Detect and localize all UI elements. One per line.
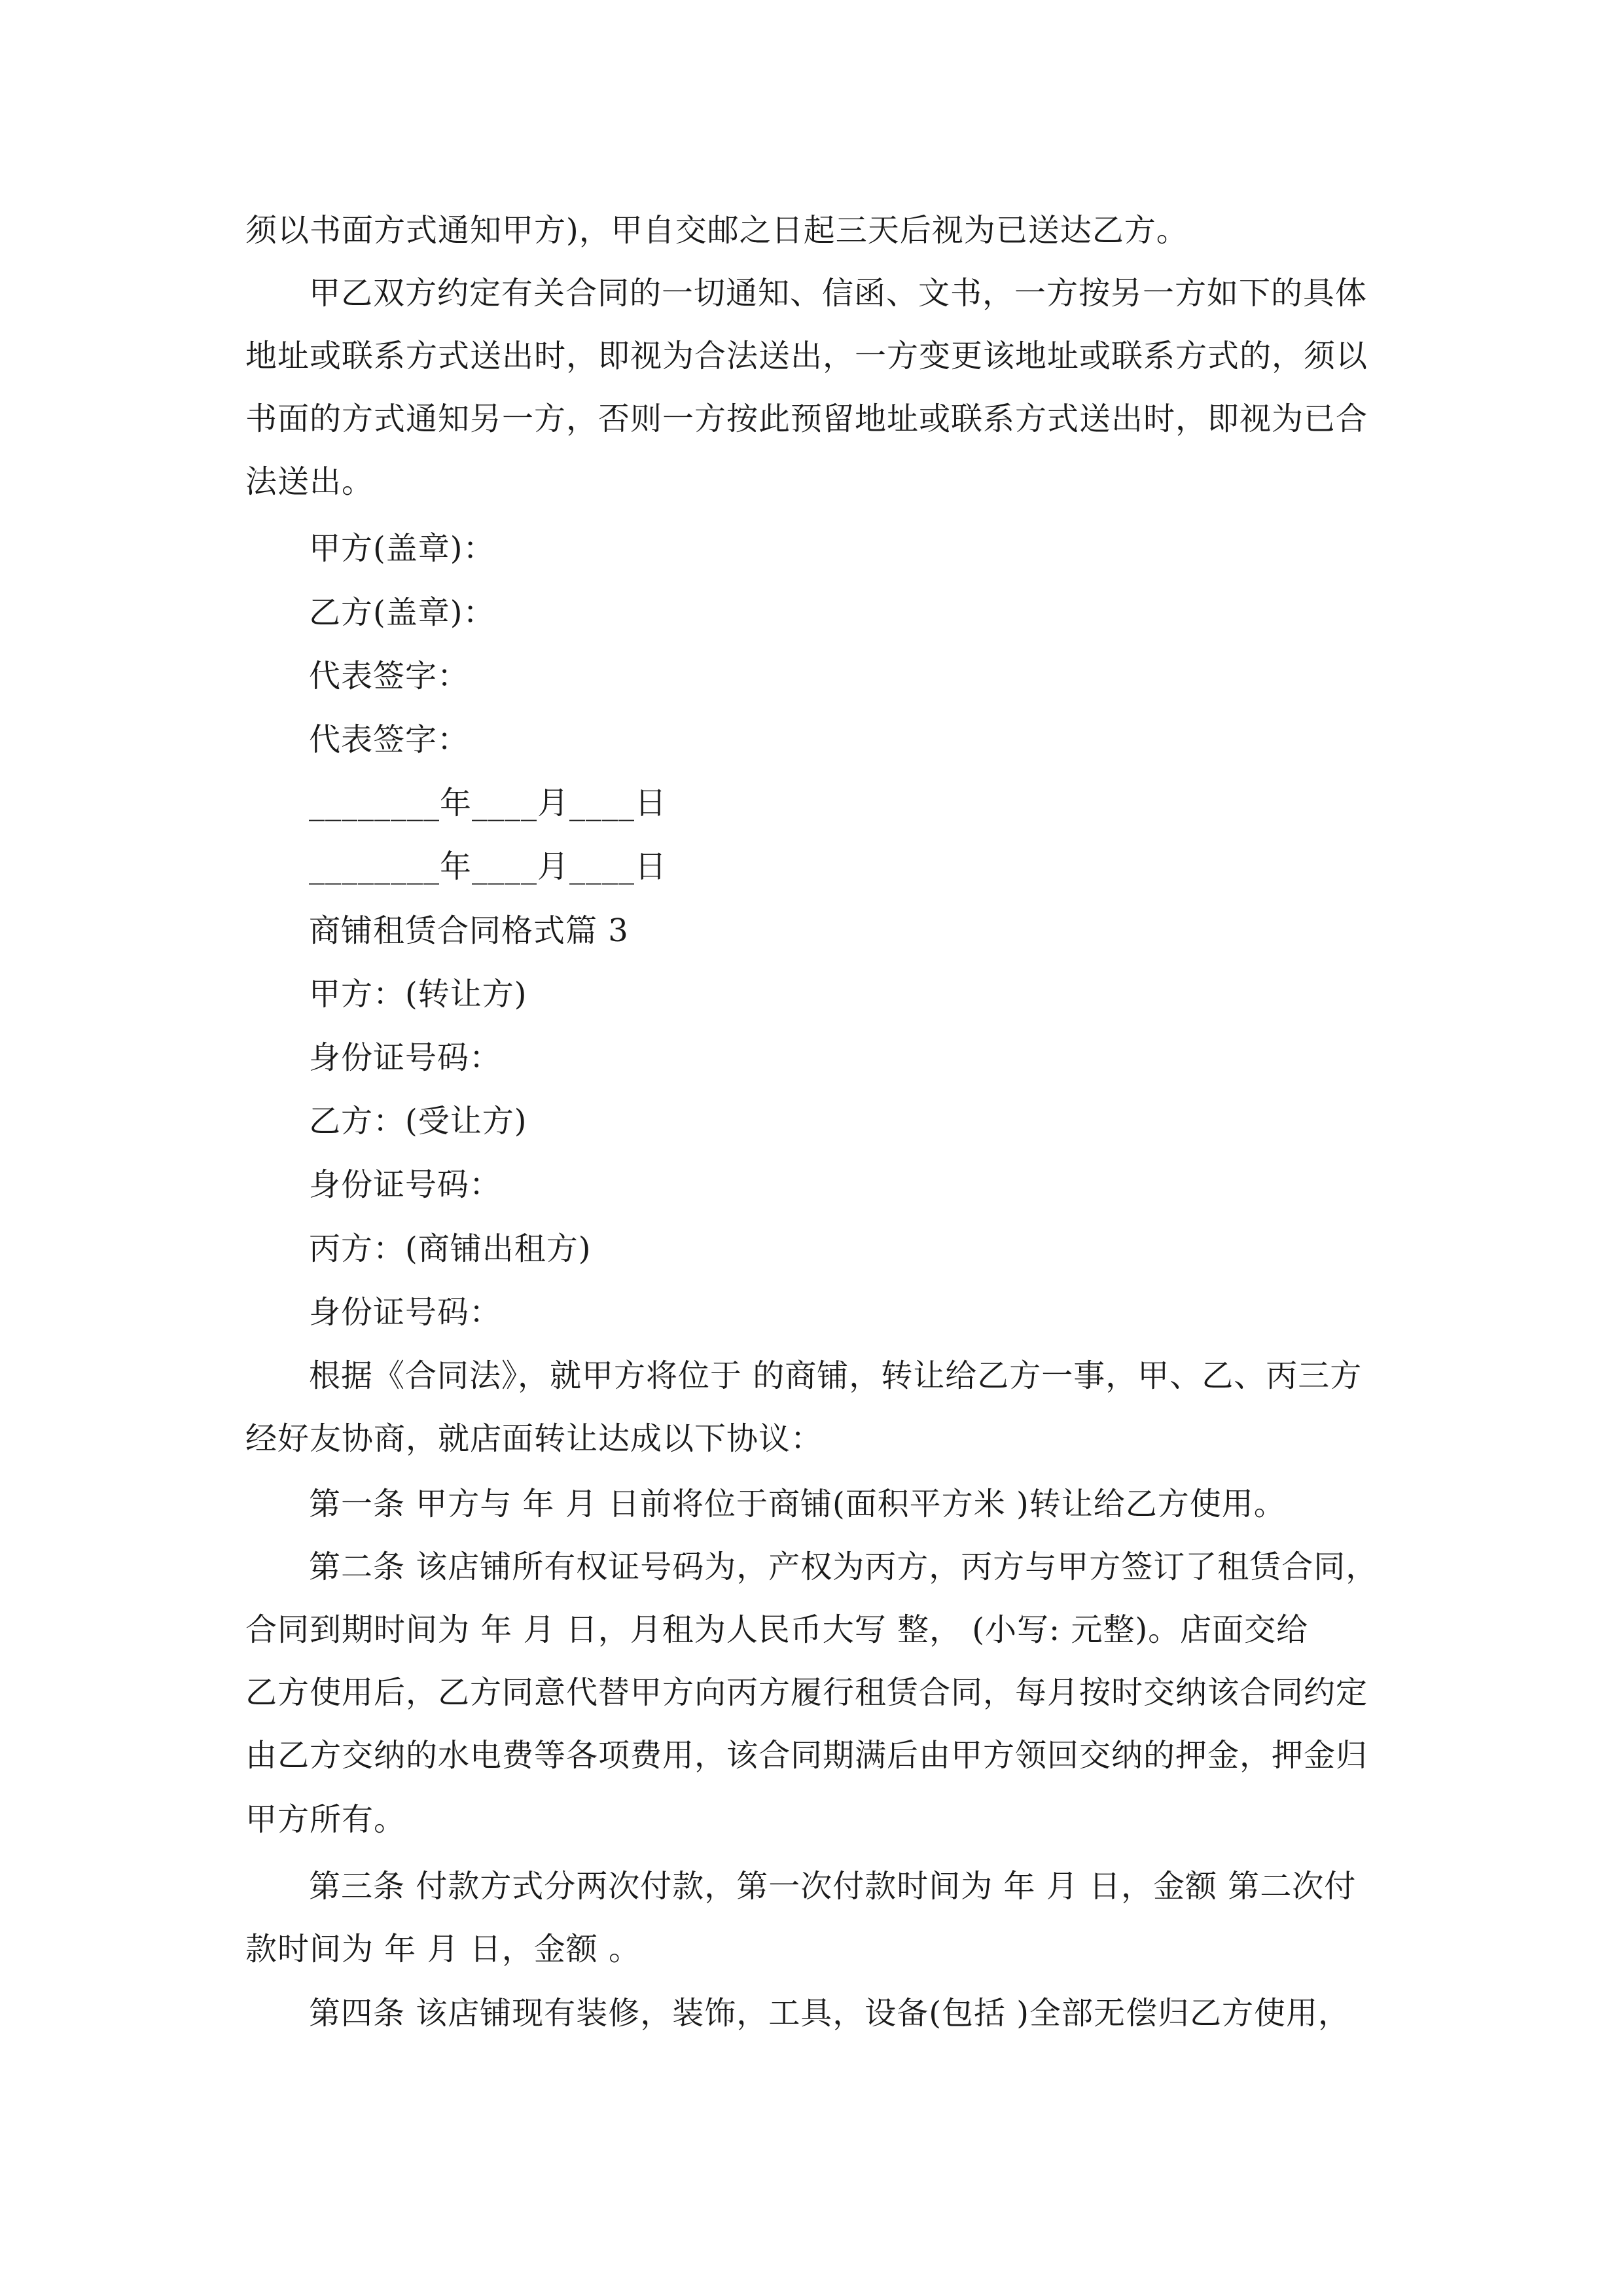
paragraph-start: 甲乙双方约定有关合同的一切通知、信函、文书，一方按另一方如下的具体 [309, 275, 1368, 312]
text-line: 由乙方交纳的水电费等各项费用，该合同期满后由甲方领回交纳的押金，押金归 [245, 1737, 1368, 1774]
date-blank-line: ________年____月____日 [309, 785, 668, 821]
text-line: 甲方所有。 [245, 1801, 406, 1838]
article-3: 第三条 付款方式分两次付款，第一次付款时间为 年 月 日，金额 第二次付 [309, 1868, 1357, 1905]
id-number-label: 身份证号码： [309, 1166, 502, 1203]
text-line: 法送出。 [245, 463, 374, 500]
party-a-seal-label: 甲方(盖章)： [309, 530, 495, 567]
text-line: 款时间为 年 月 日，金额 。 [245, 1931, 641, 1967]
id-number-label: 身份证号码： [309, 1039, 502, 1076]
party-a-label: 甲方：(转让方) [309, 976, 527, 1013]
text-line: 地址或联系方式送出时，即视为合法送出，一方变更该地址或联系方式的，须以 [245, 338, 1368, 374]
text-line: 书面的方式通知另一方，否则一方按此预留地址或联系方式送出时，即视为已合 [245, 401, 1368, 437]
text-line: 乙方使用后，乙方同意代替甲方向丙方履行租赁合同，每月按时交纳该合同约定 [245, 1674, 1368, 1711]
article-4: 第四条 该店铺现有装修，装饰，工具，设备(包括 )全部无偿归乙方使用， [309, 1995, 1350, 2032]
text-line: 经好友协商，就店面转让达成以下协议： [245, 1420, 823, 1457]
section-heading: 商铺租赁合同格式篇 3 [309, 912, 629, 949]
party-b-label: 乙方：(受让方) [309, 1103, 527, 1139]
article-1: 第一条 甲方与 年 月 日前将位于商铺(面积平方米 )转让给乙方使用。 [309, 1486, 1286, 1522]
paragraph-start: 根据《合同法》，就甲方将位于 的商铺，转让给乙方一事，甲、乙、丙三方 [309, 1357, 1363, 1394]
text-line: 须以书面方式通知甲方)，甲自交邮之日起三天后视为已送达乙方。 [245, 212, 1188, 249]
party-c-label: 丙方：(商铺出租方) [309, 1230, 592, 1267]
party-b-seal-label: 乙方(盖章)： [309, 594, 495, 631]
representative-signature-label: 代表签字： [309, 721, 470, 758]
date-blank-line: ________年____月____日 [309, 848, 668, 885]
representative-signature-label: 代表签字： [309, 658, 470, 694]
article-2: 第二条 该店铺所有权证号码为，产权为丙方，丙方与甲方签订了租赁合同， [309, 1549, 1378, 1585]
text-line: 合同到期时间为 年 月 日，月租为人民币大写 整， (小写: 元整)。店面交给 [245, 1611, 1309, 1648]
id-number-label: 身份证号码： [309, 1294, 502, 1331]
